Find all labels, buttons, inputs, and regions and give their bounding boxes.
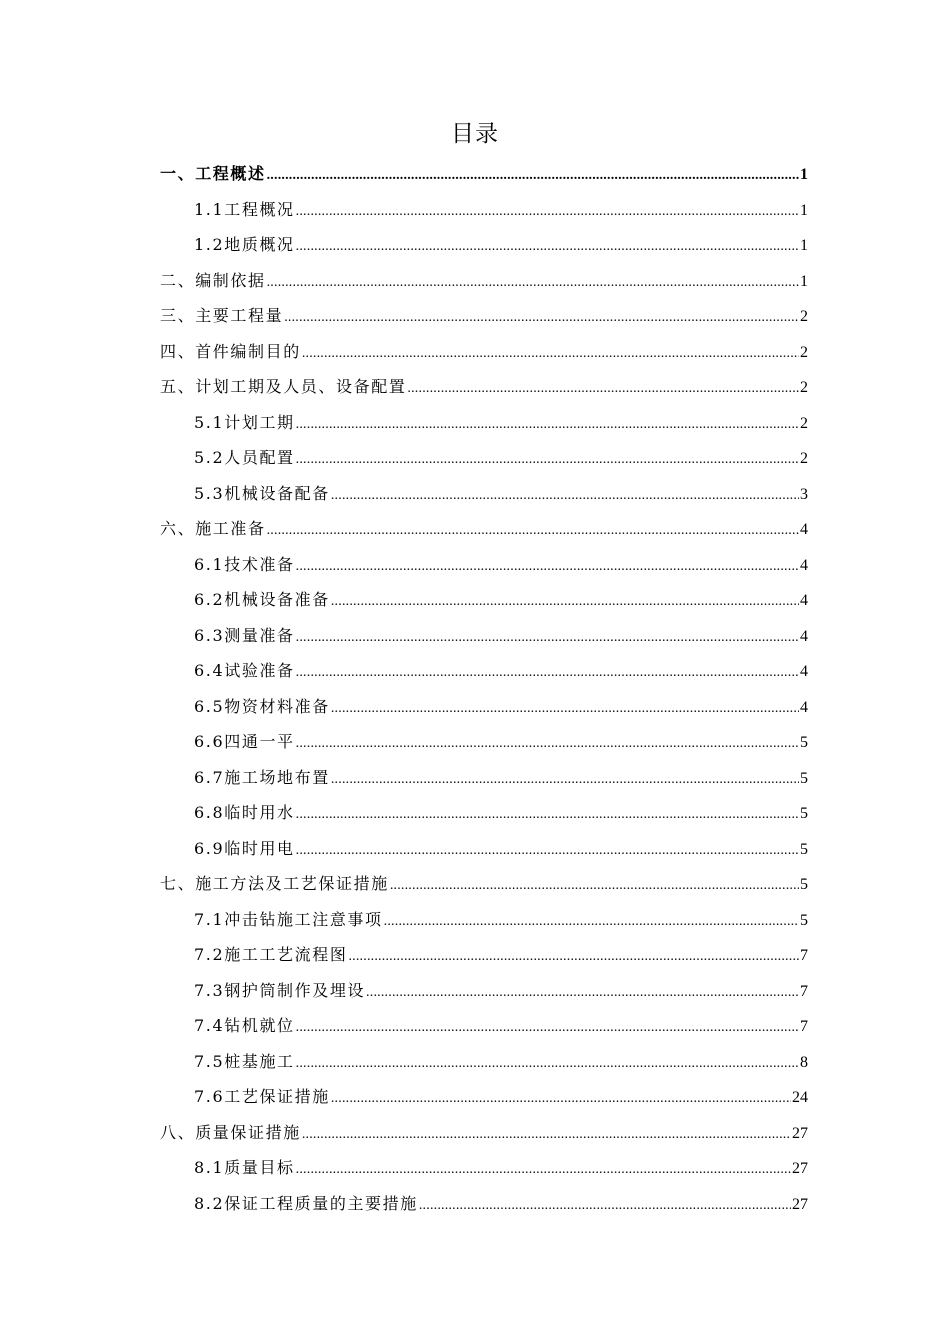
toc-dot-leader [296, 194, 799, 230]
toc-page-number: 7 [800, 1018, 808, 1035]
toc-entry[interactable] [160, 227, 808, 263]
toc-entry[interactable] [160, 1079, 808, 1115]
toc-entry-text: 四、首件编制目的 [160, 341, 301, 361]
toc-page-number: 5 [800, 734, 808, 751]
toc-dot-leader [331, 762, 799, 798]
toc-page-number: 4 [800, 556, 808, 574]
toc-entry-text: 7.5桩基施工 [194, 1051, 295, 1071]
toc-dot-leader [366, 975, 799, 1011]
toc-entry[interactable] [160, 440, 808, 476]
toc-dot-leader [331, 584, 799, 620]
toc-entry-text: 7.1冲击钻施工注意事项 [194, 909, 383, 929]
toc-entry[interactable] [160, 192, 808, 228]
toc-entry[interactable] [160, 263, 808, 299]
toc-entry-text: 5.1计划工期 [194, 412, 295, 432]
toc-entry-text: 1.2地质概况 [194, 235, 295, 254]
toc-page-number: 5 [800, 805, 808, 822]
toc-entry[interactable] [160, 369, 808, 405]
toc-entry-text: 6.8临时用水 [194, 803, 295, 822]
toc-page-number: 27 [792, 1124, 808, 1142]
toc-entry[interactable] [160, 156, 808, 192]
toc-dot-leader [302, 1117, 791, 1153]
toc-entry-text: 6.2机械设备准备 [194, 590, 330, 609]
toc-entry[interactable] [160, 547, 808, 583]
toc-entry-text: 8.2保证工程质量的主要措施 [194, 1193, 418, 1213]
toc-page-number: 2 [800, 450, 808, 467]
toc-page-number: 1 [800, 166, 808, 183]
toc-dot-leader [296, 1010, 799, 1046]
toc-entry[interactable] [160, 1008, 808, 1044]
toc-page-number: 5 [800, 876, 808, 893]
toc-entry[interactable] [160, 902, 808, 938]
toc-entry-text: 6.1技术准备 [194, 554, 295, 574]
toc-page-number: 4 [800, 627, 808, 645]
toc-entry-text: 6.5物资材料准备 [194, 696, 330, 716]
toc-dot-leader [267, 265, 799, 301]
toc-entry[interactable] [160, 973, 808, 1009]
toc-dot-leader [267, 513, 799, 549]
toc-dot-leader [331, 1081, 791, 1117]
toc-entry-text: 六、施工准备 [160, 519, 266, 538]
toc-page-number: 1 [800, 201, 808, 219]
toc-entry-text: 6.3测量准备 [194, 625, 295, 645]
toc-page-number: 27 [792, 1160, 808, 1177]
toc-dot-leader [302, 336, 799, 372]
toc-entry-text: 二、编制依据 [160, 270, 266, 290]
toc-page-number: 2 [800, 379, 808, 396]
toc-entry-text: 8.1质量目标 [194, 1158, 295, 1177]
toc-entry[interactable] [160, 476, 808, 512]
toc-dot-leader [284, 300, 799, 336]
toc-entry[interactable] [160, 1115, 808, 1151]
toc-entry[interactable] [160, 760, 808, 796]
toc-entry[interactable] [160, 866, 808, 902]
toc-list [160, 156, 808, 1221]
toc-entry[interactable] [160, 1150, 808, 1186]
toc-entry[interactable] [160, 511, 808, 547]
toc-dot-leader [390, 868, 799, 904]
toc-entry[interactable] [160, 689, 808, 725]
toc-dot-leader [296, 797, 799, 833]
toc-dot-leader [296, 229, 799, 265]
toc-entry-text: 三、主要工程量 [160, 306, 284, 325]
toc-entry[interactable] [160, 831, 808, 867]
toc-entry[interactable] [160, 405, 808, 441]
toc-page-number: 5 [800, 840, 808, 858]
toc-entry[interactable] [160, 618, 808, 654]
toc-page-number: 2 [800, 414, 808, 432]
toc-page-number: 8 [800, 1053, 808, 1071]
toc-dot-leader [296, 1046, 799, 1082]
toc-page-number: 7 [800, 982, 808, 1000]
toc-page-number: 4 [800, 592, 808, 609]
toc-entry-text: 五、计划工期及人员、设备配置 [160, 377, 407, 396]
toc-entry-text: 八、质量保证措施 [160, 1122, 301, 1142]
toc-page-number: 3 [800, 485, 808, 503]
toc-entry[interactable] [160, 937, 808, 973]
toc-entry-text: 一、工程概述 [160, 164, 266, 183]
toc-page-number: 5 [800, 911, 808, 929]
toc-entry[interactable] [160, 653, 808, 689]
toc-page-number: 1 [800, 237, 808, 254]
toc-entry-text: 7.6工艺保证措施 [194, 1087, 330, 1106]
toc-entry-text: 6.6四通一平 [194, 732, 295, 751]
toc-page-number: 4 [800, 521, 808, 538]
toc-entry-text: 7.3钢护筒制作及埋设 [194, 980, 366, 1000]
toc-entry-text: 7.2施工工艺流程图 [194, 945, 348, 964]
toc-page-number: 5 [800, 769, 808, 787]
toc-dot-leader [384, 904, 799, 940]
toc-entry[interactable] [160, 582, 808, 618]
toc-dot-leader [296, 620, 799, 656]
toc-dot-leader [296, 655, 799, 691]
toc-entry[interactable] [160, 334, 808, 370]
toc-dot-leader [267, 158, 799, 194]
toc-entry-text: 7.4钻机就位 [194, 1016, 295, 1035]
toc-entry-text: 5.3机械设备配备 [194, 483, 330, 503]
toc-entry[interactable] [160, 724, 808, 760]
toc-page-number: 4 [800, 663, 808, 680]
toc-page-number: 24 [792, 1089, 808, 1106]
toc-entry[interactable] [160, 1186, 808, 1222]
toc-dot-leader [296, 833, 799, 869]
toc-entry-text: 6.7施工场地布置 [194, 767, 330, 787]
toc-dot-leader [296, 407, 799, 443]
toc-title: 目录 [451, 121, 499, 147]
toc-dot-leader [296, 1152, 791, 1188]
toc-entry-text: 七、施工方法及工艺保证措施 [160, 874, 389, 893]
toc-entry[interactable] [160, 298, 808, 334]
toc-entry-text: 6.4试验准备 [194, 661, 295, 680]
toc-dot-leader [296, 442, 799, 478]
toc-dot-leader [331, 478, 799, 514]
toc-page-number: 2 [800, 308, 808, 325]
toc-entry-text: 6.9临时用电 [194, 838, 295, 858]
toc-entry[interactable] [160, 795, 808, 831]
toc-dot-leader [331, 691, 799, 727]
toc-page-number: 4 [800, 698, 808, 716]
toc-dot-leader [419, 1188, 791, 1224]
toc-page-number: 1 [800, 272, 808, 290]
toc-page-number: 2 [800, 343, 808, 361]
toc-dot-leader [407, 371, 799, 407]
toc-entry[interactable] [160, 1044, 808, 1080]
toc-dot-leader [296, 549, 799, 585]
toc-entry-text: 5.2人员配置 [194, 448, 295, 467]
toc-page-number: 7 [800, 947, 808, 964]
toc-dot-leader [296, 726, 799, 762]
toc-page-number: 27 [792, 1195, 808, 1213]
toc-entry-text: 1.1工程概况 [194, 199, 295, 219]
toc-dot-leader [348, 939, 799, 975]
